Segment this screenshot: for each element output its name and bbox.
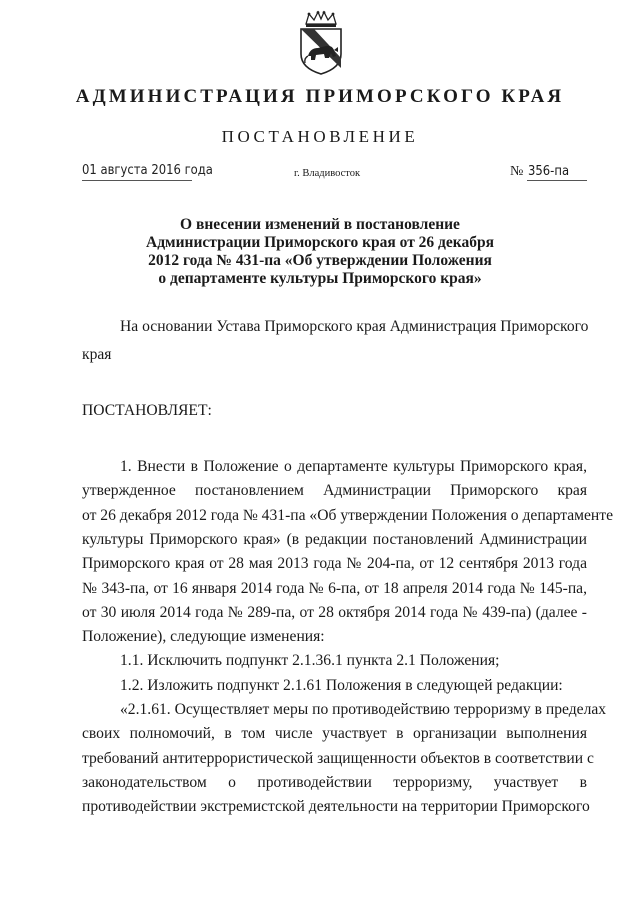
paragraph-line: № 343-па, от 16 января 2014 года № 6-па, от 18 апреля 2014 года № 145-па, xyxy=(82,579,587,597)
paragraph-line: утвержденное постановлением Администрации Приморского края xyxy=(82,482,587,500)
paragraph-line: Приморского края от 28 мая 2013 года № 204-па, от 12 сентября 2013 года xyxy=(82,555,587,573)
document-type: ПОСТАНОВЛЕНИЕ xyxy=(221,127,419,146)
quote-line: своих полномочий, в том числе участвует в организации выполнения xyxy=(82,725,587,743)
number-underline xyxy=(527,180,587,181)
item-1-1: 1.1. Исключить подпункт 2.1.36.1 пункта 2.1 Положения; xyxy=(120,652,500,670)
subject-line: Администрации Приморского края от 26 декабря xyxy=(146,234,494,251)
number-sign: № xyxy=(510,164,524,179)
preamble-line: края xyxy=(82,346,112,363)
document-city: г. Владивосток xyxy=(294,168,361,179)
document-subject xyxy=(100,216,540,288)
quote-line: требований антитеррористической защищенности объектов в соответствии с xyxy=(82,749,594,767)
paragraph-line: от 30 июля 2014 года № 289-па, от 28 октября 2014 года № 439-па) (далее - xyxy=(82,603,587,621)
number-value: 356-па xyxy=(528,163,570,179)
date-underline xyxy=(82,180,192,181)
subject-line: 2012 года № 431-па «Об утверждении Положения xyxy=(148,252,492,269)
coat-of-arms-icon xyxy=(296,10,346,76)
subject-line: о департаменте культуры Приморского края» xyxy=(158,270,482,287)
paragraph-line: Положение), следующие изменения: xyxy=(82,628,325,646)
document-number xyxy=(510,162,576,180)
quote-line: законодательством о противодействии терроризму, участвует в xyxy=(82,773,587,791)
preamble-line: На основании Устава Приморского края Администрация Приморского xyxy=(120,318,589,335)
quote-line: противодействии экстремистской деятельности на территории Приморского xyxy=(82,798,590,816)
subject-line: О внесении изменений в постановление xyxy=(180,216,460,233)
quote-line: «2.1.61. Осуществляет меры по противодействию терроризму в пределах xyxy=(120,701,607,718)
paragraph-line: культуры Приморского края» (в редакции постановлений Администрации xyxy=(82,530,587,548)
item-1-2: 1.2. Изложить подпункт 2.1.61 Положения в следующей редакции: xyxy=(120,676,563,694)
organization-title: АДМИНИСТРАЦИЯ ПРИМОРСКОГО КРАЯ xyxy=(75,86,565,107)
paragraph-line: от 26 декабря 2012 года № 431-па «Об утверждении Положения о департаменте xyxy=(82,506,613,524)
document-date: 01 августа 2016 года xyxy=(82,162,213,178)
decree-word: ПОСТАНОВЛЯЕТ: xyxy=(82,402,212,419)
paragraph-line: 1. Внести в Положение о департаменте культуры Приморского края, xyxy=(120,458,587,475)
